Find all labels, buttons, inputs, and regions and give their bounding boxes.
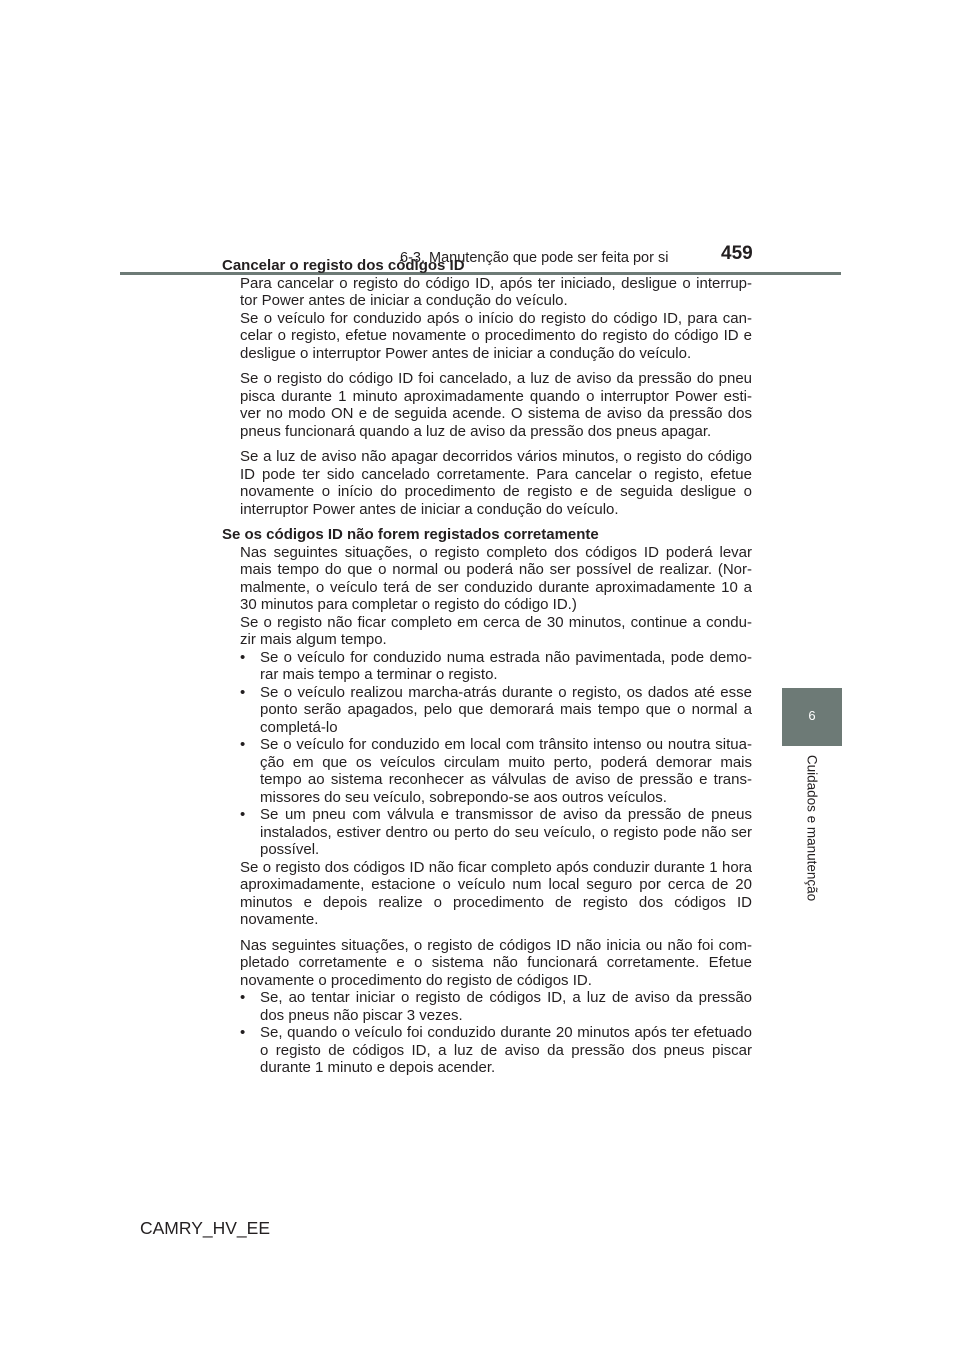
- list-item: [240, 649, 752, 684]
- list-item: [240, 1024, 752, 1077]
- paragraph: Se o veículo for conduzido após o início do registo do código ID, para can-celar o registo, efetue novamente o procedimento do registo do código ID e desligue o interruptor Power antes de iniciar a condução do veículo.: [240, 309, 752, 362]
- chapter-number: 6: [808, 708, 816, 723]
- page-content: [222, 257, 752, 1077]
- header-section-title: 6-3. Manutenção que pode ser feita por si: [400, 250, 669, 266]
- paragraph: Para cancelar o registo do código ID, após ter iniciado, desligue o interrup-tor Power antes de iniciar a condução do veículo.: [240, 274, 752, 309]
- list-item: [240, 736, 752, 806]
- bullet-icon: •: [240, 1024, 246, 1041]
- chapter-side-label-text: Cuidados e manutenção: [804, 754, 820, 902]
- paragraph: Nas seguintes situações, o registo de códigos ID não inicia ou não foi com-pletado corretamente e o sistema não funcionará corretamente. Efetue novamente o procedimento do registo de códigos ID.: [240, 936, 752, 989]
- list-item-text: Se, quando o veículo foi conduzido durante 20 minutos após ter efetuado o registo de códigos ID, a luz de aviso da pressão dos pneus piscar durante 1 minuto e depois acender.: [260, 1024, 752, 1076]
- list-item-text: Se o veículo realizou marcha-atrás durante o registo, os dados até esse ponto serão apagados, pelo que demorará mais tempo que o normal a completá-lo: [260, 683, 752, 736]
- list-item: [240, 684, 752, 737]
- list-item: [240, 806, 752, 859]
- page-number: 459: [721, 243, 753, 264]
- paragraph: Nas seguintes situações, o registo completo dos códigos ID poderá levar mais tempo do que o normal ou poderá não ser possível de realizar. (Nor-malmente, o veículo terá de ser conduzido durante aproximadamente 10 a 30 minutos para completar o registo do código ID.): [240, 543, 752, 613]
- bullet-icon: •: [240, 736, 246, 753]
- list-item-text: Se um pneu com válvula e transmissor de aviso da pressão de pneus instalados, estiver dentro ou perto do seu veículo, o registo pode não ser possível.: [260, 806, 752, 858]
- bullet-icon: •: [240, 648, 246, 666]
- document-code: CAMRY_HV_EE: [140, 1218, 271, 1238]
- bullet-icon: •: [240, 683, 246, 701]
- list-item-text: Se, ao tentar iniciar o registo de códigos ID, a luz de aviso da pressão dos pneus não piscar 3 vezes.: [260, 989, 752, 1024]
- list-item: [240, 989, 752, 1024]
- bullet-list: [222, 989, 752, 1077]
- paragraph: Se o registo não ficar completo em cerca de 30 minutos, continue a condu-zir mais algum tempo.: [240, 613, 752, 648]
- section-heading-not-registered: Se os códigos ID não forem registados corretamente: [222, 526, 599, 543]
- list-item-text: Se o veículo for conduzido numa estrada não pavimentada, pode demo-rar mais tempo a terminar o registo.: [260, 648, 752, 683]
- paragraph: Se o registo do código ID foi cancelado, a luz de aviso da pressão do pneu pisca durante 1 minuto aproximadamente quando o interruptor Power esti-ver no modo ON e de seguida acende. O sistema de aviso da pressão dos pneus funcionará quando a luz de aviso da pressão dos pneus apagar.: [240, 370, 752, 440]
- list-item-text: Se o veículo for conduzido em local com trânsito intenso ou noutra situa-ção em que os veículos circulam muito perto, poderá demorar mais tempo ao sistema reconhecer as válvulas de aviso de pressão e trans-missores do seu veículo, sobrepondo-se aos outros veículos.: [260, 736, 752, 806]
- paragraph: Se a luz de aviso não apagar decorridos vários minutos, o registo do código ID pode ter sido cancelado corretamente. Para cancelar o registo, efetue novamente o início do procedimento de registo e de seguida desligue o interruptor Power antes de iniciar a condução do veículo.: [240, 448, 752, 518]
- bullet-icon: •: [240, 989, 246, 1006]
- section-heading-cancel: Cancelar o registo dos códigos ID: [222, 257, 465, 274]
- chapter-tab: [782, 688, 842, 746]
- bullet-list: [222, 649, 752, 859]
- paragraph: Se o registo dos códigos ID não ficar completo após conduzir durante 1 hora aproximadamente, estacione o veículo num local seguro por cerca de 20 minutos e depois realize o procedimento de registo dos códigos ID novamente.: [240, 858, 752, 928]
- bullet-icon: •: [240, 806, 246, 823]
